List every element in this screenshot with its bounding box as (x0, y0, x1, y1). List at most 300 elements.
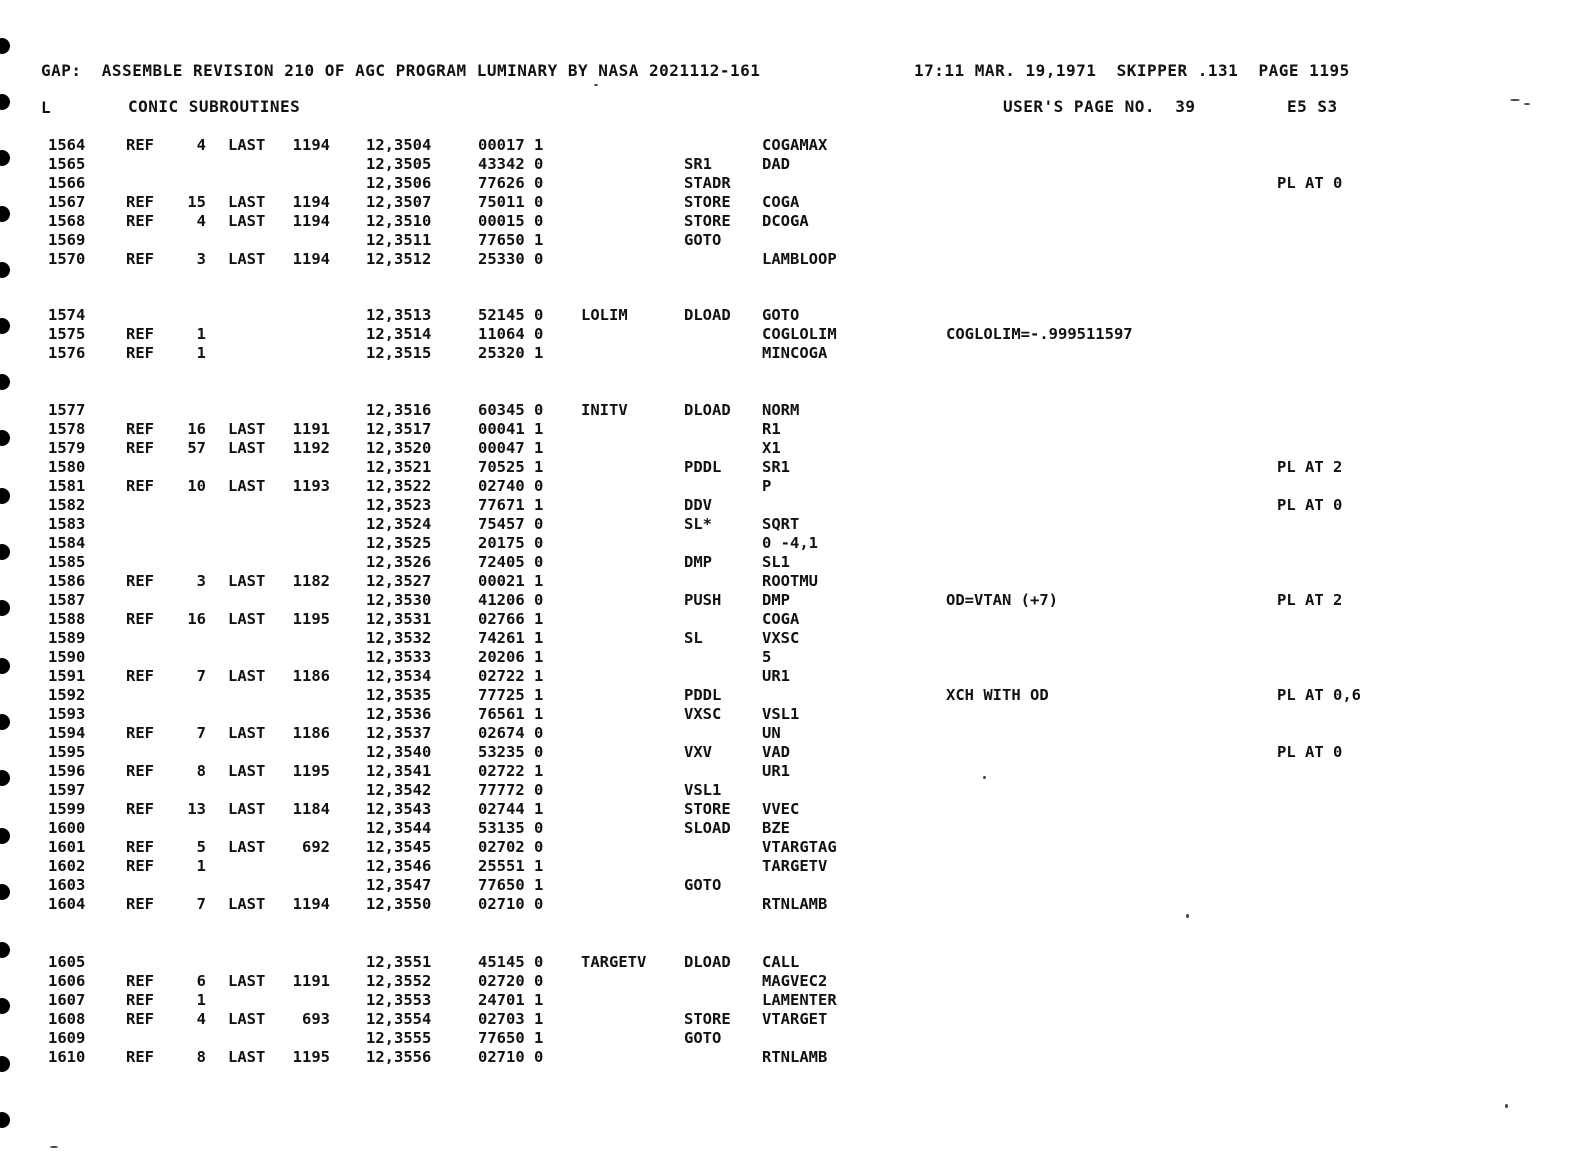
listing-row (0, 439, 1582, 458)
memory-address: 12,3511 (366, 231, 432, 249)
listing-row (0, 1048, 1582, 1067)
opcode: VSL1 (684, 781, 722, 799)
opcode: PUSH (684, 591, 722, 609)
operand: LAMBLOOP (762, 250, 837, 268)
listing-row (0, 1010, 1582, 1029)
operand: DAD (762, 155, 790, 173)
ref-count: 13 (187, 800, 206, 818)
last-tag: LAST (228, 136, 266, 154)
ref-count: 16 (187, 610, 206, 628)
operand: VTARGET (762, 1010, 828, 1028)
listing-row (0, 953, 1582, 972)
listing-row (0, 136, 1582, 155)
punch-hole (0, 94, 10, 110)
octal-code: 41206 0 (478, 591, 544, 609)
listing-row (0, 705, 1582, 724)
ref-count: 1 (196, 857, 206, 875)
operand: VVEC (762, 800, 800, 818)
memory-address: 12,3542 (366, 781, 432, 799)
punch-hole (0, 1112, 10, 1128)
ref-count: 1 (196, 344, 206, 362)
memory-address: 12,3522 (366, 477, 432, 495)
operand: NORM (762, 401, 800, 419)
line-number: 1566 (48, 174, 86, 192)
pushlist-note: PL AT 0 (1277, 174, 1343, 192)
pushlist-note: PL AT 2 (1277, 591, 1343, 609)
octal-code: 77725 1 (478, 686, 544, 704)
line-number: 1570 (48, 250, 86, 268)
memory-address: 12,3537 (366, 724, 432, 742)
listing-row (0, 250, 1582, 269)
comment: XCH WITH OD (946, 686, 1049, 704)
operand: RTNLAMB (762, 895, 828, 913)
line-number: 1604 (48, 895, 86, 913)
opcode: GOTO (684, 231, 722, 249)
memory-address: 12,3554 (366, 1010, 432, 1028)
comment: COGLOLIM=-.999511597 (946, 325, 1133, 343)
print-speck (1186, 914, 1189, 918)
opcode: SL (684, 629, 703, 647)
last-page: 692 (302, 838, 330, 856)
operand: DCOGA (762, 212, 809, 230)
memory-address: 12,3512 (366, 250, 432, 268)
memory-address: 12,3515 (366, 344, 432, 362)
page-code: E5 S3 (1287, 97, 1338, 116)
line-number: 1584 (48, 534, 86, 552)
operand: DMP (762, 591, 790, 609)
last-page: 1194 (292, 136, 330, 154)
last-page: 1191 (292, 972, 330, 990)
line-number: 1580 (48, 458, 86, 476)
listing-row (0, 610, 1582, 629)
memory-address: 12,3514 (366, 325, 432, 343)
memory-address: 12,3533 (366, 648, 432, 666)
line-number: 1576 (48, 344, 86, 362)
memory-address: 12,3541 (366, 762, 432, 780)
line-number: 1597 (48, 781, 86, 799)
octal-code: 77650 1 (478, 231, 544, 249)
last-tag: LAST (228, 895, 266, 913)
last-page: 1182 (292, 572, 330, 590)
operand: SQRT (762, 515, 800, 533)
operand: 5 (762, 648, 772, 666)
line-number: 1609 (48, 1029, 86, 1047)
octal-code: 25551 1 (478, 857, 544, 875)
line-number: 1568 (48, 212, 86, 230)
listing-row (0, 686, 1582, 705)
listing-row (0, 876, 1582, 895)
listing-row (0, 800, 1582, 819)
ref-count: 10 (187, 477, 206, 495)
last-page: 1186 (292, 667, 330, 685)
last-tag: LAST (228, 762, 266, 780)
punch-hole (0, 38, 10, 54)
line-number: 1574 (48, 306, 86, 324)
operand: P (762, 477, 772, 495)
listing-row (0, 193, 1582, 212)
line-number: 1587 (48, 591, 86, 609)
ref-tag: REF (126, 477, 154, 495)
ref-tag: REF (126, 420, 154, 438)
operand: 0 -4,1 (762, 534, 818, 552)
octal-code: 02674 0 (478, 724, 544, 742)
listing-row (0, 155, 1582, 174)
ref-count: 1 (196, 991, 206, 1009)
line-number: 1591 (48, 667, 86, 685)
octal-code: 52145 0 (478, 306, 544, 324)
memory-address: 12,3505 (366, 155, 432, 173)
listing-row (0, 629, 1582, 648)
opcode: STORE (684, 212, 731, 230)
opcode: PDDL (684, 458, 722, 476)
line-number: 1581 (48, 477, 86, 495)
last-page: 1194 (292, 250, 330, 268)
memory-address: 12,3555 (366, 1029, 432, 1047)
octal-code: 02740 0 (478, 477, 544, 495)
memory-address: 12,3504 (366, 136, 432, 154)
operand: GOTO (762, 306, 800, 324)
octal-code: 70525 1 (478, 458, 544, 476)
line-number: 1585 (48, 553, 86, 571)
last-tag: LAST (228, 972, 266, 990)
ref-tag: REF (126, 1010, 154, 1028)
users-page-number: USER'S PAGE NO. 39 (1003, 97, 1196, 116)
pushlist-note: PL AT 0,6 (1277, 686, 1361, 704)
line-number: 1603 (48, 876, 86, 894)
octal-code: 77650 1 (478, 1029, 544, 1047)
line-number: 1588 (48, 610, 86, 628)
listing-row (0, 458, 1582, 477)
opcode: DDV (684, 496, 712, 514)
line-number: 1577 (48, 401, 86, 419)
line-number: 1586 (48, 572, 86, 590)
octal-code: 02710 0 (478, 895, 544, 913)
opcode: STADR (684, 174, 731, 192)
line-number: 1569 (48, 231, 86, 249)
ref-count: 8 (196, 762, 206, 780)
octal-code: 77626 0 (478, 174, 544, 192)
operand: COGLOLIM (762, 325, 837, 343)
memory-address: 12,3534 (366, 667, 432, 685)
operand: COGAMAX (762, 136, 828, 154)
last-tag: LAST (228, 1048, 266, 1066)
memory-address: 12,3550 (366, 895, 432, 913)
ref-tag: REF (126, 439, 154, 457)
listing-row (0, 838, 1582, 857)
print-speck (594, 84, 598, 86)
octal-code: 02744 1 (478, 800, 544, 818)
operand: SL1 (762, 553, 790, 571)
memory-address: 12,3531 (366, 610, 432, 628)
ref-tag: REF (126, 762, 154, 780)
octal-code: 02710 0 (478, 1048, 544, 1066)
line-number: 1564 (48, 136, 86, 154)
line-number: 1602 (48, 857, 86, 875)
memory-address: 12,3520 (366, 439, 432, 457)
operand: UR1 (762, 762, 790, 780)
octal-code: 11064 0 (478, 325, 544, 343)
memory-address: 12,3513 (366, 306, 432, 324)
opcode: DLOAD (684, 953, 731, 971)
opcode: STORE (684, 1010, 731, 1028)
memory-address: 12,3556 (366, 1048, 432, 1066)
ref-tag: REF (126, 344, 154, 362)
symbol-label: INITV (581, 401, 628, 419)
ref-tag: REF (126, 572, 154, 590)
memory-address: 12,3535 (366, 686, 432, 704)
octal-code: 77650 1 (478, 876, 544, 894)
operand: RTNLAMB (762, 1048, 828, 1066)
operand: SR1 (762, 458, 790, 476)
print-speck (50, 1146, 58, 1148)
ref-tag: REF (126, 193, 154, 211)
listing-row (0, 231, 1582, 250)
last-tag: LAST (228, 439, 266, 457)
ref-count: 6 (196, 972, 206, 990)
octal-code: 00017 1 (478, 136, 544, 154)
last-page: 1194 (292, 895, 330, 913)
opcode: PDDL (684, 686, 722, 704)
listing-row (0, 762, 1582, 781)
operand: COGA (762, 193, 800, 211)
ref-tag: REF (126, 136, 154, 154)
memory-address: 12,3524 (366, 515, 432, 533)
operand: MINCOGA (762, 344, 828, 362)
listing-row (0, 401, 1582, 420)
memory-address: 12,3516 (366, 401, 432, 419)
octal-code: 45145 0 (478, 953, 544, 971)
ref-count: 57 (187, 439, 206, 457)
line-number: 1592 (48, 686, 86, 704)
listing-row (0, 344, 1582, 363)
line-number: 1595 (48, 743, 86, 761)
octal-code: 53135 0 (478, 819, 544, 837)
memory-address: 12,3552 (366, 972, 432, 990)
opcode: STORE (684, 193, 731, 211)
symbol-label: TARGETV (581, 953, 647, 971)
ref-count: 3 (196, 572, 206, 590)
listing-row (0, 534, 1582, 553)
ref-tag: REF (126, 250, 154, 268)
operand: UR1 (762, 667, 790, 685)
opcode: GOTO (684, 876, 722, 894)
line-number: 1601 (48, 838, 86, 856)
octal-code: 02702 0 (478, 838, 544, 856)
line-number: 1600 (48, 819, 86, 837)
octal-code: 60345 0 (478, 401, 544, 419)
operand: CALL (762, 953, 800, 971)
last-page: 1184 (292, 800, 330, 818)
operand: COGA (762, 610, 800, 628)
ref-tag: REF (126, 857, 154, 875)
operand: ROOTMU (762, 572, 818, 590)
opcode: SR1 (684, 155, 712, 173)
line-number: 1599 (48, 800, 86, 818)
listing-row (0, 991, 1582, 1010)
operand: VXSC (762, 629, 800, 647)
listing-row (0, 325, 1582, 344)
listing-row (0, 306, 1582, 325)
timestamp-header: 17:11 MAR. 19,1971 SKIPPER .131 PAGE 1195 (914, 61, 1350, 80)
last-page: 1193 (292, 477, 330, 495)
listing-row (0, 819, 1582, 838)
octal-code: 24701 1 (478, 991, 544, 1009)
octal-code: 02720 0 (478, 972, 544, 990)
last-page: 1195 (292, 610, 330, 628)
ref-tag: REF (126, 800, 154, 818)
operand: LAMENTER (762, 991, 837, 1009)
ref-tag: REF (126, 991, 154, 1009)
line-number: 1565 (48, 155, 86, 173)
octal-code: 74261 1 (478, 629, 544, 647)
opcode: DMP (684, 553, 712, 571)
memory-address: 12,3543 (366, 800, 432, 818)
operand: VSL1 (762, 705, 800, 723)
line-number: 1593 (48, 705, 86, 723)
line-number: 1583 (48, 515, 86, 533)
last-tag: LAST (228, 667, 266, 685)
last-tag: LAST (228, 250, 266, 268)
memory-address: 12,3540 (366, 743, 432, 761)
listing-row (0, 724, 1582, 743)
memory-address: 12,3551 (366, 953, 432, 971)
last-page: 1194 (292, 193, 330, 211)
listing-row (0, 895, 1582, 914)
ref-tag: REF (126, 724, 154, 742)
line-number: 1590 (48, 648, 86, 666)
listing-row (0, 648, 1582, 667)
ref-tag: REF (126, 325, 154, 343)
ref-tag: REF (126, 667, 154, 685)
octal-code: 75011 0 (478, 193, 544, 211)
last-page: 1195 (292, 1048, 330, 1066)
ref-count: 7 (196, 724, 206, 742)
operand: UN (762, 724, 781, 742)
ref-tag: REF (126, 838, 154, 856)
line-number: 1610 (48, 1048, 86, 1066)
last-tag: LAST (228, 193, 266, 211)
line-number: 1596 (48, 762, 86, 780)
memory-address: 12,3536 (366, 705, 432, 723)
line-number: 1606 (48, 972, 86, 990)
operand: TARGETV (762, 857, 828, 875)
memory-address: 12,3544 (366, 819, 432, 837)
memory-address: 12,3545 (366, 838, 432, 856)
octal-code: 77671 1 (478, 496, 544, 514)
comment: OD=VTAN (+7) (946, 591, 1058, 609)
octal-code: 53235 0 (478, 743, 544, 761)
octal-code: 72405 0 (478, 553, 544, 571)
ref-count: 1 (196, 325, 206, 343)
listing-row (0, 553, 1582, 572)
listing-row (0, 591, 1582, 610)
memory-address: 12,3506 (366, 174, 432, 192)
octal-code: 20175 0 (478, 534, 544, 552)
ref-count: 4 (196, 136, 206, 154)
ref-tag: REF (126, 1048, 154, 1066)
last-tag: LAST (228, 572, 266, 590)
last-tag: LAST (228, 800, 266, 818)
last-tag: LAST (228, 610, 266, 628)
ref-tag: REF (126, 610, 154, 628)
section-title: CONIC SUBROUTINES (128, 97, 301, 116)
listing-row (0, 212, 1582, 231)
listing-row (0, 477, 1582, 496)
listing-row (0, 781, 1582, 800)
listing-row (0, 1029, 1582, 1048)
octal-code: 20206 1 (478, 648, 544, 666)
line-number: 1605 (48, 953, 86, 971)
octal-code: 25330 0 (478, 250, 544, 268)
listing-row (0, 667, 1582, 686)
last-tag: LAST (228, 420, 266, 438)
ref-tag: REF (126, 895, 154, 913)
memory-address: 12,3517 (366, 420, 432, 438)
listing-row (0, 515, 1582, 534)
opcode: SL* (684, 515, 712, 533)
last-tag: LAST (228, 212, 266, 230)
last-page: 1194 (292, 212, 330, 230)
line-number: 1594 (48, 724, 86, 742)
octal-code: 77772 0 (478, 781, 544, 799)
octal-code: 25320 1 (478, 344, 544, 362)
operand: VAD (762, 743, 790, 761)
ref-count: 5 (196, 838, 206, 856)
pushlist-note: PL AT 2 (1277, 458, 1343, 476)
punch-hole (0, 374, 10, 390)
octal-code: 00015 0 (478, 212, 544, 230)
memory-address: 12,3507 (366, 193, 432, 211)
last-page: 1195 (292, 762, 330, 780)
listing-row (0, 972, 1582, 991)
memory-address: 12,3510 (366, 212, 432, 230)
ref-tag: REF (126, 212, 154, 230)
ref-tag: REF (126, 972, 154, 990)
octal-code: 02766 1 (478, 610, 544, 628)
line-number: 1608 (48, 1010, 86, 1028)
memory-address: 12,3553 (366, 991, 432, 1009)
line-number: 1567 (48, 193, 86, 211)
ref-count: 8 (196, 1048, 206, 1066)
listing-row (0, 496, 1582, 515)
ref-count: 16 (187, 420, 206, 438)
last-page: 1186 (292, 724, 330, 742)
memory-address: 12,3532 (366, 629, 432, 647)
pushlist-note: PL AT 0 (1277, 743, 1343, 761)
print-speck (1505, 1104, 1508, 1108)
operand: VTARGTAG (762, 838, 837, 856)
log-section-letter: L (41, 98, 52, 117)
ref-count: 15 (187, 193, 206, 211)
print-speck (1510, 99, 1520, 101)
memory-address: 12,3525 (366, 534, 432, 552)
pushlist-note: PL AT 0 (1277, 496, 1343, 514)
ref-count: 4 (196, 1010, 206, 1028)
symbol-label: LOLIM (581, 306, 628, 324)
line-number: 1578 (48, 420, 86, 438)
memory-address: 12,3546 (366, 857, 432, 875)
memory-address: 12,3526 (366, 553, 432, 571)
listing-row (0, 174, 1582, 193)
listing-row (0, 420, 1582, 439)
memory-address: 12,3523 (366, 496, 432, 514)
line-number: 1582 (48, 496, 86, 514)
last-tag: LAST (228, 1010, 266, 1028)
line-number: 1607 (48, 991, 86, 1009)
opcode: GOTO (684, 1029, 722, 1047)
operand: X1 (762, 439, 781, 457)
assembly-header: GAP: ASSEMBLE REVISION 210 OF AGC PROGRAM LUMINARY BY NASA 2021112-161 (41, 61, 761, 80)
